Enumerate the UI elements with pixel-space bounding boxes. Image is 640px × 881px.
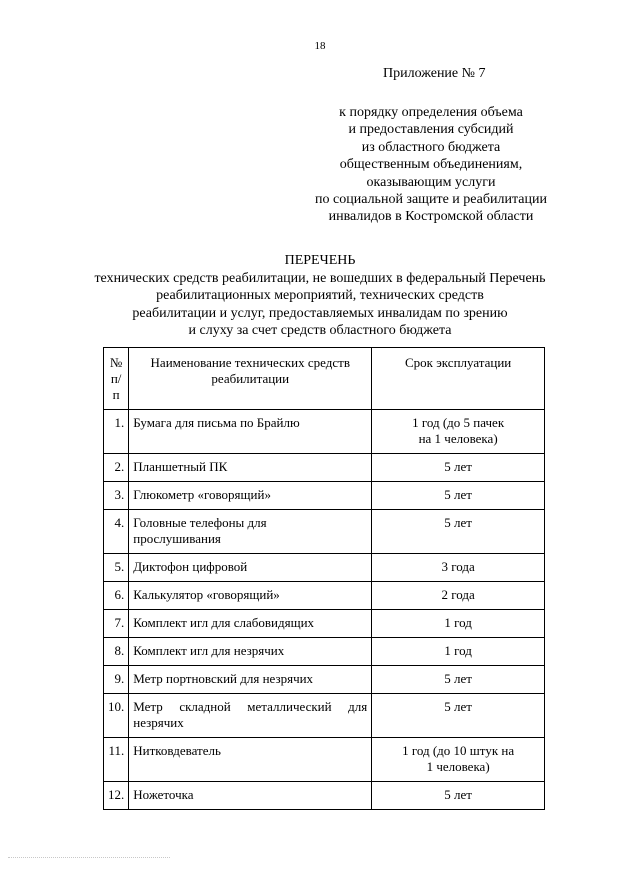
row-term <box>372 482 545 510</box>
row-name-line: Калькулятор «говорящий» <box>133 587 280 602</box>
row-term <box>372 638 545 666</box>
list-subtitle <box>88 270 552 340</box>
table-row <box>104 738 545 782</box>
row-name <box>129 410 372 454</box>
appendix-subtitle-line: и предоставления субсидий <box>348 122 514 138</box>
table-row <box>104 410 545 454</box>
row-name <box>129 510 372 554</box>
rehabilitation-means-table <box>103 347 545 810</box>
row-name-line: Метр складной металлический для <box>133 699 368 714</box>
table-header-row <box>104 348 545 410</box>
table-row <box>104 582 545 610</box>
row-term-line: 1 год (до 5 пачек <box>412 415 505 430</box>
row-term <box>372 554 545 582</box>
row-term-line: 5 лет <box>444 699 472 714</box>
table-row <box>104 610 545 638</box>
row-name <box>129 782 372 810</box>
header-name <box>129 348 372 410</box>
table-row <box>104 638 545 666</box>
row-name <box>129 482 372 510</box>
row-term <box>372 666 545 694</box>
row-term-line: 1 год (до 10 штук на <box>402 743 515 758</box>
list-subtitle-line: и слуху за счет средств областного бюджета <box>188 323 452 339</box>
list-subtitle-line: реабилитационных мероприятий, технических средств <box>156 288 484 304</box>
appendix-subtitle-line: к порядку определения объема <box>339 105 523 120</box>
header-name-line: Наименование технических средств <box>150 355 350 370</box>
row-name <box>129 454 372 482</box>
appendix-subtitle-line: общественным объединениям, <box>339 157 523 173</box>
row-term-line: 5 лет <box>444 671 472 686</box>
appendix-title: Приложение № 7 <box>383 66 486 81</box>
row-number: 11. <box>104 738 129 782</box>
row-number: 3. <box>104 482 129 510</box>
table-row <box>104 454 545 482</box>
row-name <box>129 610 372 638</box>
row-name-line: Бумага для письма по Брайлю <box>133 415 300 430</box>
list-subtitle-line: технических средств реабилитации, не вошедших в федеральный Перечень <box>94 271 546 286</box>
table-row <box>104 694 545 738</box>
row-term-line: 1 год <box>444 615 472 630</box>
header-number-line: п/п <box>110 371 122 402</box>
row-name-line: Метр портновский для незрячих <box>133 671 314 686</box>
header-number <box>104 348 129 410</box>
row-number: 4. <box>104 510 129 554</box>
row-term <box>372 610 545 638</box>
row-term-line: на 1 человека) <box>418 431 498 446</box>
row-name-line: Диктофон цифровой <box>133 559 248 574</box>
row-name <box>129 554 372 582</box>
row-term <box>372 454 545 482</box>
appendix-subtitle <box>300 104 562 226</box>
table-row <box>104 782 545 810</box>
row-number: 10. <box>104 694 129 738</box>
table-row <box>104 554 545 582</box>
list-subtitle-line: реабилитации и услуг, предоставляемых инвалидам по зрению <box>132 305 508 321</box>
row-name-line: Ножеточка <box>133 787 194 802</box>
row-term <box>372 410 545 454</box>
row-number: 2. <box>104 454 129 482</box>
row-number: 8. <box>104 638 129 666</box>
appendix-subtitle-line: оказывающим услуги <box>366 174 496 190</box>
appendix-subtitle-line: из областного бюджета <box>361 139 501 155</box>
row-term-line: 5 лет <box>444 487 472 502</box>
row-term <box>372 582 545 610</box>
row-number: 7. <box>104 610 129 638</box>
row-term-line: 1 человека) <box>426 759 490 774</box>
header-term: Срок эксплуатации <box>372 348 545 410</box>
row-name-line: незрячих <box>133 715 184 730</box>
row-name-line: Планшетный ПК <box>133 459 228 474</box>
table-row <box>104 482 545 510</box>
row-name <box>129 638 372 666</box>
row-number: 6. <box>104 582 129 610</box>
row-number: 12. <box>104 782 129 810</box>
row-term <box>372 782 545 810</box>
row-name-line: Комплект игл для незрячих <box>133 643 285 658</box>
row-name <box>129 582 372 610</box>
table-row <box>104 666 545 694</box>
row-term-line: 5 лет <box>444 459 472 474</box>
row-term-line: 5 лет <box>444 787 472 802</box>
row-name-line: прослушивания <box>133 531 221 546</box>
row-term-line: 3 года <box>441 559 475 574</box>
header-name-line: реабилитации <box>211 371 290 386</box>
list-title: ПЕРЕЧЕНЬ <box>284 253 356 268</box>
row-name-line: Глюкометр «говорящий» <box>133 487 271 502</box>
row-name <box>129 694 372 738</box>
page-number: 18 <box>314 40 326 52</box>
row-name <box>129 738 372 782</box>
row-name-line: Комплект игл для слабовидящих <box>133 615 315 630</box>
row-term <box>372 510 545 554</box>
row-name-line: Головные телефоны для <box>133 515 267 530</box>
row-number: 1. <box>104 410 129 454</box>
appendix-subtitle-line: инвалидов в Костромской области <box>328 209 534 225</box>
row-term-line: 2 года <box>441 587 475 602</box>
row-term-line: 1 год <box>444 643 472 658</box>
appendix-subtitle-line: по социальной защите и реабилитации <box>315 192 547 208</box>
row-number: 5. <box>104 554 129 582</box>
row-name <box>129 666 372 694</box>
scan-artifact-line <box>8 857 170 858</box>
row-name-line: Нитковдеватель <box>133 743 221 758</box>
table-row <box>104 510 545 554</box>
row-number: 9. <box>104 666 129 694</box>
header-number-line: № <box>109 355 123 370</box>
row-term-line: 5 лет <box>444 515 472 530</box>
row-term <box>372 738 545 782</box>
row-term <box>372 694 545 738</box>
